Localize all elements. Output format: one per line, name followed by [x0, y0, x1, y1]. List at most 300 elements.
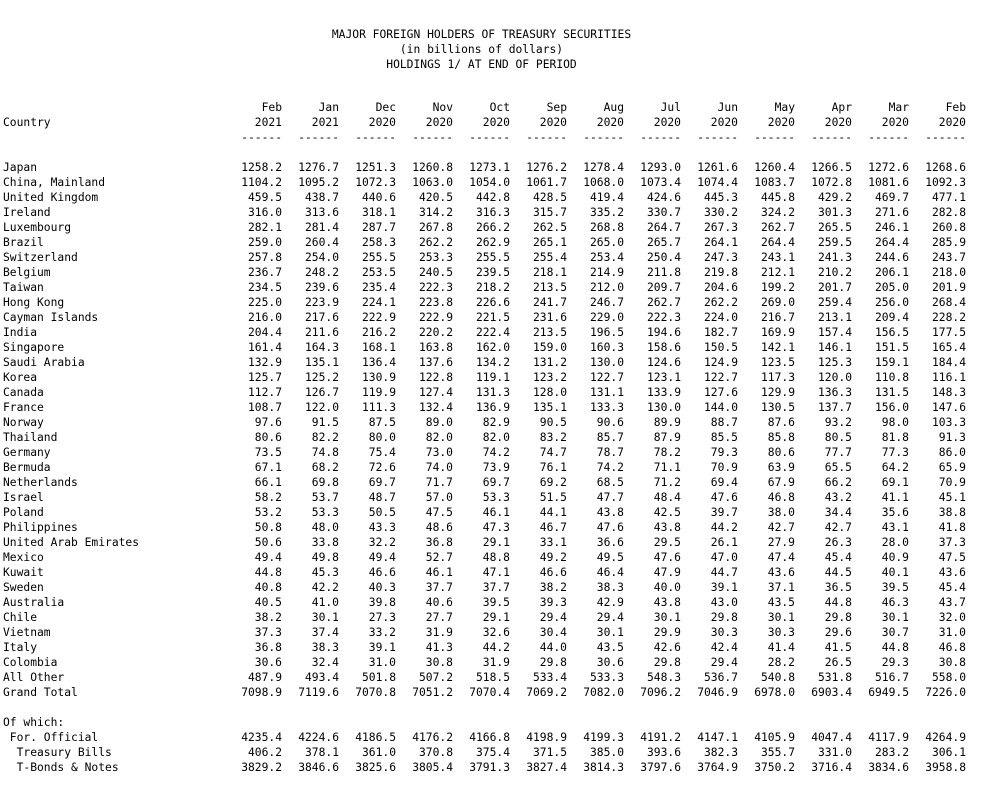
- value-cell: 204.6: [703, 281, 738, 294]
- value-cell: 1251.3: [355, 161, 396, 174]
- country-cell: Sweden: [3, 581, 44, 594]
- value-cell: 50.8: [254, 521, 282, 534]
- country-cell: Japan: [3, 161, 38, 174]
- value-cell: 29.3: [881, 656, 909, 669]
- value-cell: 212.0: [589, 281, 624, 294]
- table-row: [3, 685, 966, 700]
- table-row: [3, 655, 966, 670]
- column-header-month: May: [774, 101, 795, 114]
- value-cell: 262.2: [703, 296, 738, 309]
- value-cell: 318.1: [361, 206, 396, 219]
- value-cell: 30.6: [596, 656, 624, 669]
- value-cell: 253.3: [418, 251, 453, 264]
- value-cell: 46.6: [368, 566, 396, 579]
- country-cell: Thailand: [3, 431, 58, 444]
- value-cell: 442.8: [475, 191, 510, 204]
- value-cell: 43.5: [767, 596, 795, 609]
- value-cell: 445.3: [703, 191, 738, 204]
- value-cell: 71.7: [425, 476, 453, 489]
- value-cell: 156.5: [874, 326, 909, 339]
- value-cell: 4147.1: [697, 731, 738, 744]
- value-cell: 29.8: [539, 656, 567, 669]
- table-row: [3, 460, 966, 475]
- value-cell: 161.4: [247, 341, 282, 354]
- value-cell: 67.1: [254, 461, 282, 474]
- country-separator-spacer: [3, 130, 225, 145]
- value-cell: 164.3: [304, 341, 339, 354]
- value-cell: 7119.6: [298, 686, 339, 699]
- value-cell: 82.0: [482, 431, 510, 444]
- value-cell: 116.1: [931, 371, 966, 384]
- value-cell: 30.7: [881, 626, 909, 639]
- column-header-separator: ------: [412, 131, 453, 144]
- value-cell: 4235.4: [241, 731, 282, 744]
- value-cell: 36.8: [425, 536, 453, 549]
- value-cell: 1054.0: [469, 176, 510, 189]
- value-cell: 1073.4: [640, 176, 681, 189]
- value-cell: 3791.3: [469, 761, 510, 774]
- value-cell: 43.8: [596, 506, 624, 519]
- value-cell: 243.1: [760, 251, 795, 264]
- value-cell: 47.6: [596, 521, 624, 534]
- value-cell: 209.4: [874, 311, 909, 324]
- of-which-row: [3, 745, 966, 760]
- table-row: [3, 250, 966, 265]
- value-cell: 129.9: [760, 386, 795, 399]
- value-cell: 40.6: [425, 596, 453, 609]
- value-cell: 177.5: [931, 326, 966, 339]
- value-cell: 219.8: [703, 266, 738, 279]
- value-cell: 26.5: [824, 656, 852, 669]
- value-cell: 223.9: [304, 296, 339, 309]
- country-cell: Chile: [3, 611, 38, 624]
- value-cell: 47.9: [653, 566, 681, 579]
- value-cell: 64.2: [881, 461, 909, 474]
- value-cell: 122.7: [589, 371, 624, 384]
- value-cell: 370.8: [418, 746, 453, 759]
- value-cell: 30.1: [881, 611, 909, 624]
- column-header-month: Feb: [261, 101, 282, 114]
- value-cell: 265.7: [646, 236, 681, 249]
- column-header-year: 2020: [710, 116, 738, 129]
- value-cell: 29.4: [710, 656, 738, 669]
- value-cell: 222.9: [418, 311, 453, 324]
- value-cell: 3827.4: [526, 761, 567, 774]
- value-cell: 6949.5: [868, 686, 909, 699]
- country-cell: T-Bonds & Notes: [3, 761, 119, 774]
- value-cell: 137.7: [817, 401, 852, 414]
- value-cell: 223.8: [418, 296, 453, 309]
- value-cell: 88.7: [710, 416, 738, 429]
- value-cell: 3716.4: [811, 761, 852, 774]
- value-cell: 224.0: [703, 311, 738, 324]
- value-cell: 69.1: [881, 476, 909, 489]
- value-cell: 136.9: [475, 401, 510, 414]
- country-cell: Korea: [3, 371, 38, 384]
- country-cell: Australia: [3, 596, 65, 609]
- value-cell: 76.1: [539, 461, 567, 474]
- value-cell: 210.2: [817, 266, 852, 279]
- value-cell: 265.0: [589, 236, 624, 249]
- value-cell: 85.8: [767, 431, 795, 444]
- value-cell: 163.8: [418, 341, 453, 354]
- value-cell: 97.6: [254, 416, 282, 429]
- value-cell: 37.3: [938, 536, 966, 549]
- value-cell: 4166.8: [469, 731, 510, 744]
- column-header-separator: ------: [697, 131, 738, 144]
- country-cell: Luxembourg: [3, 221, 72, 234]
- value-cell: 69.2: [539, 476, 567, 489]
- value-cell: 259.4: [817, 296, 852, 309]
- column-header-separator: ------: [754, 131, 795, 144]
- country-cell: Netherlands: [3, 476, 78, 489]
- value-cell: 125.7: [247, 371, 282, 384]
- column-header-separator: ------: [526, 131, 567, 144]
- header-month-row: [3, 100, 966, 115]
- value-cell: 29.4: [596, 611, 624, 624]
- value-cell: 124.6: [646, 356, 681, 369]
- value-cell: 127.4: [418, 386, 453, 399]
- value-cell: 32.0: [938, 611, 966, 624]
- value-cell: 27.3: [368, 611, 396, 624]
- value-cell: 29.8: [653, 656, 681, 669]
- value-cell: 69.7: [482, 476, 510, 489]
- value-cell: 52.7: [425, 551, 453, 564]
- value-cell: 6978.0: [754, 686, 795, 699]
- column-header-separator: ------: [811, 131, 852, 144]
- column-header-month: Sep: [546, 101, 567, 114]
- value-cell: 32.4: [311, 656, 339, 669]
- column-header-month: Mar: [888, 101, 909, 114]
- country-cell: India: [3, 326, 38, 339]
- value-cell: 4198.9: [526, 731, 567, 744]
- value-cell: 260.4: [304, 236, 339, 249]
- value-cell: 330.2: [703, 206, 738, 219]
- value-cell: 221.5: [475, 311, 510, 324]
- value-cell: 331.0: [817, 746, 852, 759]
- column-header-separator: ------: [583, 131, 624, 144]
- value-cell: 31.9: [425, 626, 453, 639]
- value-cell: 44.2: [482, 641, 510, 654]
- column-header-month: Feb: [945, 101, 966, 114]
- value-cell: 355.7: [760, 746, 795, 759]
- value-cell: 531.8: [817, 671, 852, 684]
- value-cell: 42.2: [311, 581, 339, 594]
- value-cell: 371.5: [532, 746, 567, 759]
- value-cell: 259.5: [817, 236, 852, 249]
- value-cell: 30.8: [938, 656, 966, 669]
- value-cell: 41.3: [425, 641, 453, 654]
- value-cell: 37.7: [482, 581, 510, 594]
- column-header-separator: ------: [469, 131, 510, 144]
- value-cell: 137.6: [418, 356, 453, 369]
- country-cell: Colombia: [3, 656, 58, 669]
- value-cell: 240.5: [418, 266, 453, 279]
- value-cell: 469.7: [874, 191, 909, 204]
- value-cell: 142.1: [760, 341, 795, 354]
- column-header-separator: ------: [355, 131, 396, 144]
- value-cell: 4264.9: [925, 731, 966, 744]
- value-cell: 28.0: [881, 536, 909, 549]
- value-cell: 159.1: [874, 356, 909, 369]
- value-cell: 46.4: [596, 566, 624, 579]
- value-cell: 262.2: [418, 236, 453, 249]
- value-cell: 217.6: [304, 311, 339, 324]
- value-cell: 259.0: [247, 236, 282, 249]
- value-cell: 85.7: [596, 431, 624, 444]
- value-cell: 253.4: [589, 251, 624, 264]
- value-cell: 74.2: [596, 461, 624, 474]
- value-cell: 122.8: [418, 371, 453, 384]
- value-cell: 29.8: [710, 611, 738, 624]
- value-cell: 43.8: [653, 596, 681, 609]
- value-cell: 39.5: [482, 596, 510, 609]
- value-cell: 91.5: [311, 416, 339, 429]
- value-cell: 246.1: [874, 221, 909, 234]
- column-header-separator: ------: [640, 131, 681, 144]
- value-cell: 68.2: [311, 461, 339, 474]
- value-cell: 68.5: [596, 476, 624, 489]
- value-cell: 548.3: [646, 671, 681, 684]
- value-cell: 3814.3: [583, 761, 624, 774]
- value-cell: 231.6: [532, 311, 567, 324]
- value-cell: 29.6: [824, 626, 852, 639]
- value-cell: 87.9: [653, 431, 681, 444]
- value-cell: 518.5: [475, 671, 510, 684]
- value-cell: 131.2: [532, 356, 567, 369]
- value-cell: 424.6: [646, 191, 681, 204]
- column-header-separator: ------: [241, 131, 282, 144]
- value-cell: 39.5: [881, 581, 909, 594]
- table-row: [3, 175, 966, 190]
- table-row: [3, 595, 966, 610]
- value-cell: 80.6: [767, 446, 795, 459]
- value-cell: 316.3: [475, 206, 510, 219]
- value-cell: 81.8: [881, 431, 909, 444]
- value-cell: 48.8: [482, 551, 510, 564]
- value-cell: 30.1: [653, 611, 681, 624]
- country-cell: Italy: [3, 641, 38, 654]
- value-cell: 133.3: [589, 401, 624, 414]
- column-header-year: 2020: [539, 116, 567, 129]
- value-cell: 46.8: [938, 641, 966, 654]
- country-cell: United Arab Emirates: [3, 536, 140, 549]
- value-cell: 47.6: [653, 551, 681, 564]
- value-cell: 216.0: [247, 311, 282, 324]
- value-cell: 130.9: [361, 371, 396, 384]
- value-cell: 316.0: [247, 206, 282, 219]
- value-cell: 324.2: [760, 206, 795, 219]
- table-row: [3, 430, 966, 445]
- value-cell: 36.5: [824, 581, 852, 594]
- value-cell: 43.6: [938, 566, 966, 579]
- table-row: [3, 400, 966, 415]
- value-cell: 30.3: [710, 626, 738, 639]
- value-cell: 241.3: [817, 251, 852, 264]
- value-cell: 234.5: [247, 281, 282, 294]
- value-cell: 1278.4: [583, 161, 624, 174]
- value-cell: 244.6: [874, 251, 909, 264]
- value-cell: 123.2: [532, 371, 567, 384]
- value-cell: 165.4: [931, 341, 966, 354]
- value-cell: 71.1: [653, 461, 681, 474]
- value-cell: 87.5: [368, 416, 396, 429]
- header-separator-row: [3, 130, 966, 145]
- value-cell: 315.7: [532, 206, 567, 219]
- value-cell: 39.1: [710, 581, 738, 594]
- value-cell: 262.7: [760, 221, 795, 234]
- value-cell: 133.9: [646, 386, 681, 399]
- value-cell: 255.5: [475, 251, 510, 264]
- value-cell: 1276.2: [526, 161, 567, 174]
- column-header-month: Oct: [489, 101, 510, 114]
- value-cell: 209.7: [646, 281, 681, 294]
- table-row: [3, 325, 966, 340]
- value-cell: 3846.6: [298, 761, 339, 774]
- value-cell: 218.1: [532, 266, 567, 279]
- column-header-month: Jul: [660, 101, 681, 114]
- value-cell: 40.1: [881, 566, 909, 579]
- value-cell: 199.2: [760, 281, 795, 294]
- value-cell: 182.7: [703, 326, 738, 339]
- value-cell: 41.0: [311, 596, 339, 609]
- column-header-year: 2020: [596, 116, 624, 129]
- value-cell: 33.1: [539, 536, 567, 549]
- value-cell: 34.4: [824, 506, 852, 519]
- value-cell: 264.4: [874, 236, 909, 249]
- country-cell: Canada: [3, 386, 44, 399]
- value-cell: 41.5: [824, 641, 852, 654]
- value-cell: 211.8: [646, 266, 681, 279]
- value-cell: 38.8: [938, 506, 966, 519]
- value-cell: 4224.6: [298, 731, 339, 744]
- value-cell: 128.0: [532, 386, 567, 399]
- value-cell: 148.3: [931, 386, 966, 399]
- value-cell: 46.8: [767, 491, 795, 504]
- value-cell: 222.4: [475, 326, 510, 339]
- value-cell: 42.4: [710, 641, 738, 654]
- country-cell: France: [3, 401, 44, 414]
- value-cell: 4117.9: [868, 731, 909, 744]
- value-cell: 28.2: [767, 656, 795, 669]
- value-cell: 67.9: [767, 476, 795, 489]
- table-row: [3, 625, 966, 640]
- value-cell: 239.6: [304, 281, 339, 294]
- value-cell: 266.2: [475, 221, 510, 234]
- country-cell: For. Official: [3, 731, 99, 744]
- column-header-separator: ------: [868, 131, 909, 144]
- value-cell: 125.2: [304, 371, 339, 384]
- value-cell: 45.3: [311, 566, 339, 579]
- value-cell: 120.0: [817, 371, 852, 384]
- value-cell: 110.8: [874, 371, 909, 384]
- value-cell: 6903.4: [811, 686, 852, 699]
- value-cell: 45.4: [824, 551, 852, 564]
- value-cell: 103.3: [931, 416, 966, 429]
- value-cell: 4047.4: [811, 731, 852, 744]
- table-row: [3, 205, 966, 220]
- value-cell: 40.5: [254, 596, 282, 609]
- table-row: [3, 445, 966, 460]
- value-cell: 130.0: [646, 401, 681, 414]
- value-cell: 63.9: [767, 461, 795, 474]
- value-cell: 48.7: [368, 491, 396, 504]
- value-cell: 254.0: [304, 251, 339, 264]
- country-cell: Ireland: [3, 206, 51, 219]
- value-cell: 131.5: [874, 386, 909, 399]
- value-cell: 1260.4: [754, 161, 795, 174]
- value-cell: 224.1: [361, 296, 396, 309]
- value-cell: 48.4: [653, 491, 681, 504]
- value-cell: 247.3: [703, 251, 738, 264]
- country-cell: China, Mainland: [3, 176, 106, 189]
- country-cell: Mexico: [3, 551, 44, 564]
- value-cell: 90.6: [596, 416, 624, 429]
- value-cell: 7226.0: [925, 686, 966, 699]
- value-cell: 1273.1: [469, 161, 510, 174]
- value-cell: 1258.2: [241, 161, 282, 174]
- value-cell: 43.2: [824, 491, 852, 504]
- value-cell: 38.2: [254, 611, 282, 624]
- value-cell: 38.0: [767, 506, 795, 519]
- table-row: [3, 340, 966, 355]
- value-cell: 35.6: [881, 506, 909, 519]
- value-cell: 40.3: [368, 581, 396, 594]
- value-cell: 218.2: [475, 281, 510, 294]
- value-cell: 31.9: [482, 656, 510, 669]
- value-cell: 487.9: [247, 671, 282, 684]
- value-cell: 1293.0: [640, 161, 681, 174]
- value-cell: 264.4: [760, 236, 795, 249]
- value-cell: 53.3: [482, 491, 510, 504]
- value-cell: 253.5: [361, 266, 396, 279]
- country-cell: Switzerland: [3, 251, 78, 264]
- value-cell: 27.7: [425, 611, 453, 624]
- value-cell: 30.3: [767, 626, 795, 639]
- value-cell: 41.4: [767, 641, 795, 654]
- value-cell: 1081.6: [868, 176, 909, 189]
- value-cell: 38.3: [596, 581, 624, 594]
- value-cell: 7046.9: [697, 686, 738, 699]
- spacer-row: [3, 145, 966, 160]
- value-cell: 79.3: [710, 446, 738, 459]
- value-cell: 80.0: [368, 431, 396, 444]
- value-cell: 130.0: [589, 356, 624, 369]
- value-cell: 132.9: [247, 356, 282, 369]
- country-cell: United Kingdom: [3, 191, 99, 204]
- value-cell: 38.2: [539, 581, 567, 594]
- value-cell: 82.9: [482, 416, 510, 429]
- value-cell: 222.9: [361, 311, 396, 324]
- value-cell: 30.6: [254, 656, 282, 669]
- value-cell: 77.7: [824, 446, 852, 459]
- value-cell: 42.7: [767, 521, 795, 534]
- value-cell: 43.1: [881, 521, 909, 534]
- value-cell: 83.2: [539, 431, 567, 444]
- value-cell: 130.5: [760, 401, 795, 414]
- value-cell: 156.0: [874, 401, 909, 414]
- value-cell: 70.9: [710, 461, 738, 474]
- value-cell: 3834.6: [868, 761, 909, 774]
- column-header-year: 2020: [425, 116, 453, 129]
- value-cell: 264.7: [646, 221, 681, 234]
- value-cell: 125.3: [817, 356, 852, 369]
- value-cell: 46.1: [425, 566, 453, 579]
- column-header-year: 2020: [824, 116, 852, 129]
- value-cell: 66.2: [824, 476, 852, 489]
- report-units: (in billions of dollars): [399, 43, 564, 56]
- value-cell: 40.0: [653, 581, 681, 594]
